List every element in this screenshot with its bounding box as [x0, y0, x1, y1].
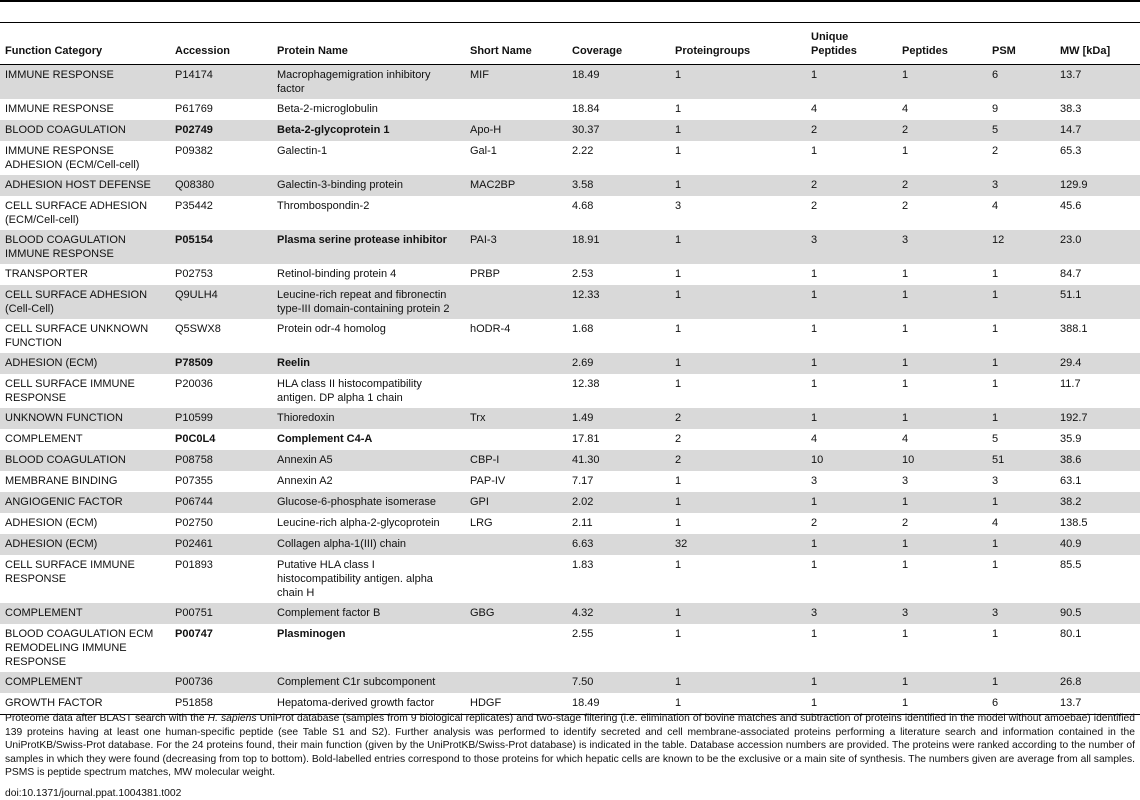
cell-peptides: 4: [897, 429, 987, 450]
cell-peptides: 1: [897, 285, 987, 319]
cell-proteingroups: 1: [670, 693, 806, 715]
cell-proteingroups: 1: [670, 175, 806, 196]
cell-coverage: 2.11: [567, 513, 670, 534]
cell-function-category: ADHESION HOST DEFENSE: [0, 175, 170, 196]
cell-unique-peptides: 2: [806, 513, 897, 534]
cell-accession: P02750: [170, 513, 272, 534]
cell-accession: P02753: [170, 264, 272, 285]
cell-coverage: 1.83: [567, 555, 670, 603]
cell-function-category: BLOOD COAGULATION: [0, 450, 170, 471]
cell-mw: 11.7: [1055, 374, 1140, 408]
cell-short-name: [465, 285, 567, 319]
cell-protein-name: Hepatoma-derived growth factor: [272, 693, 465, 715]
cell-peptides: 1: [897, 65, 987, 100]
cell-proteingroups: 1: [670, 230, 806, 264]
cell-short-name: [465, 99, 567, 120]
col-protein-name: Protein Name: [272, 23, 465, 65]
cell-mw: 51.1: [1055, 285, 1140, 319]
cell-accession: P08758: [170, 450, 272, 471]
cell-protein-name: Galectin-3-binding protein: [272, 175, 465, 196]
cell-psm: 3: [987, 471, 1055, 492]
cell-accession: P10599: [170, 408, 272, 429]
cell-psm: 4: [987, 513, 1055, 534]
cell-accession: P61769: [170, 99, 272, 120]
cell-proteingroups: 1: [670, 65, 806, 100]
cell-unique-peptides: 3: [806, 471, 897, 492]
col-function-category: Function Category: [0, 23, 170, 65]
cell-psm: 5: [987, 429, 1055, 450]
cell-protein-name: Complement C1r subcomponent: [272, 672, 465, 693]
cell-accession: Q9ULH4: [170, 285, 272, 319]
cell-short-name: CBP-I: [465, 450, 567, 471]
table-row: [0, 230, 1140, 264]
cell-mw: 26.8: [1055, 672, 1140, 693]
cell-psm: 1: [987, 624, 1055, 672]
cell-function-category: UNKNOWN FUNCTION: [0, 408, 170, 429]
cell-accession: P00736: [170, 672, 272, 693]
cell-psm: 51: [987, 450, 1055, 471]
cell-psm: 1: [987, 408, 1055, 429]
cell-protein-name: Thioredoxin: [272, 408, 465, 429]
table-row: [0, 450, 1140, 471]
cell-function-category: CELL SURFACE IMMUNE RESPONSE: [0, 374, 170, 408]
cell-unique-peptides: 1: [806, 319, 897, 353]
cell-proteingroups: 1: [670, 513, 806, 534]
cell-peptides: 1: [897, 693, 987, 715]
cell-accession: P02461: [170, 534, 272, 555]
cell-protein-name: Macrophagemigration inhibitory factor: [272, 65, 465, 100]
cell-function-category: CELL SURFACE IMMUNE RESPONSE: [0, 555, 170, 603]
cell-unique-peptides: 2: [806, 196, 897, 230]
top-rule: [0, 0, 1140, 2]
cell-function-category: CELL SURFACE UNKNOWN FUNCTION: [0, 319, 170, 353]
table-row: [0, 408, 1140, 429]
caption-part2: UniProt database (samples from 9 biological replicates) and two-stage filtering (i.e. elimination of bovine matches and subtraction of proteins identified in the model without amoebae) identified 139 proteins having at least one human-specific peptide (see Table S1 and S2). Further analysis was performed to identify secreted and cell membrane-associated proteins performing a literature search and information contained in the UniProtKB/Swiss-Prot database. For the 24 proteins found, their main function (given by the UniProtKB/Swiss-Prot database) is indicated in the table. Database accession numbers are provided. The proteins were ranked according to the number of samples in which they were found (decreasing from top to bottom). Bold-labelled entries correspond to those proteins for which hepatic cells are known to be the exclusive or a main site of synthesis. The numbers given are average from all samples. PSMS is peptide spectrum matches, MW molecular weight.: [5, 713, 1136, 779]
table-row: [0, 603, 1140, 624]
cell-protein-name: Complement factor B: [272, 603, 465, 624]
cell-peptides: 1: [897, 672, 987, 693]
cell-coverage: 2.55: [567, 624, 670, 672]
cell-function-category: ADHESION (ECM): [0, 534, 170, 555]
cell-accession: P20036: [170, 374, 272, 408]
cell-coverage: 4.68: [567, 196, 670, 230]
cell-accession: P35442: [170, 196, 272, 230]
col-unique-peptides: Unique Peptides: [806, 23, 897, 65]
table-row: [0, 374, 1140, 408]
cell-proteingroups: 1: [670, 374, 806, 408]
cell-short-name: GPI: [465, 492, 567, 513]
cell-peptides: 1: [897, 492, 987, 513]
cell-function-category: ADHESION (ECM): [0, 353, 170, 374]
cell-unique-peptides: 1: [806, 555, 897, 603]
table-row: [0, 534, 1140, 555]
cell-psm: 1: [987, 353, 1055, 374]
cell-proteingroups: 1: [670, 353, 806, 374]
cell-coverage: 6.63: [567, 534, 670, 555]
cell-proteingroups: 32: [670, 534, 806, 555]
cell-coverage: 4.32: [567, 603, 670, 624]
cell-accession: P02749: [170, 120, 272, 141]
cell-coverage: 2.69: [567, 353, 670, 374]
cell-short-name: [465, 374, 567, 408]
cell-unique-peptides: 1: [806, 693, 897, 715]
cell-short-name: [465, 672, 567, 693]
cell-psm: 6: [987, 65, 1055, 100]
cell-proteingroups: 2: [670, 408, 806, 429]
caption-species: H. sapiens: [207, 713, 257, 724]
cell-psm: 1: [987, 492, 1055, 513]
cell-function-category: COMPLEMENT: [0, 429, 170, 450]
cell-coverage: 12.38: [567, 374, 670, 408]
cell-coverage: 30.37: [567, 120, 670, 141]
cell-mw: 38.6: [1055, 450, 1140, 471]
table-caption: [5, 712, 1135, 780]
cell-protein-name: Beta-2-microglobulin: [272, 99, 465, 120]
cell-short-name: GBG: [465, 603, 567, 624]
cell-function-category: COMPLEMENT: [0, 672, 170, 693]
cell-unique-peptides: 1: [806, 65, 897, 100]
cell-coverage: 18.84: [567, 99, 670, 120]
cell-accession: P07355: [170, 471, 272, 492]
cell-proteingroups: 1: [670, 285, 806, 319]
cell-unique-peptides: 1: [806, 408, 897, 429]
cell-accession: P0C0L4: [170, 429, 272, 450]
cell-unique-peptides: 1: [806, 141, 897, 175]
cell-protein-name: Putative HLA class I histocompatibility antigen. alpha chain H: [272, 555, 465, 603]
cell-function-category: CELL SURFACE ADHESION (ECM/Cell-cell): [0, 196, 170, 230]
cell-short-name: [465, 196, 567, 230]
cell-peptides: 1: [897, 624, 987, 672]
cell-peptides: 1: [897, 408, 987, 429]
cell-accession: P09382: [170, 141, 272, 175]
cell-peptides: 3: [897, 603, 987, 624]
cell-coverage: 2.02: [567, 492, 670, 513]
cell-coverage: 3.58: [567, 175, 670, 196]
cell-short-name: Trx: [465, 408, 567, 429]
protein-table: [0, 23, 1140, 715]
col-mw: MW [kDa]: [1055, 23, 1140, 65]
cell-proteingroups: 1: [670, 603, 806, 624]
cell-psm: 4: [987, 196, 1055, 230]
table-row: [0, 319, 1140, 353]
cell-coverage: 17.81: [567, 429, 670, 450]
cell-function-category: IMMUNE RESPONSE: [0, 65, 170, 100]
cell-short-name: MAC2BP: [465, 175, 567, 196]
cell-peptides: 1: [897, 555, 987, 603]
table-row: [0, 492, 1140, 513]
col-proteingroups: Proteingroups: [670, 23, 806, 65]
cell-protein-name: Leucine-rich repeat and fibronectin type-III domain-containing protein 2: [272, 285, 465, 319]
cell-accession: P05154: [170, 230, 272, 264]
cell-proteingroups: 1: [670, 492, 806, 513]
cell-mw: 23.0: [1055, 230, 1140, 264]
cell-mw: 84.7: [1055, 264, 1140, 285]
doi-line: doi:10.1371/journal.ppat.1004381.t002: [5, 788, 182, 799]
cell-function-category: CELL SURFACE ADHESION (Cell-Cell): [0, 285, 170, 319]
cell-psm: 1: [987, 534, 1055, 555]
cell-mw: 192.7: [1055, 408, 1140, 429]
cell-function-category: COMPLEMENT: [0, 603, 170, 624]
table-row: [0, 624, 1140, 672]
cell-unique-peptides: 3: [806, 230, 897, 264]
cell-peptides: 1: [897, 319, 987, 353]
cell-unique-peptides: 1: [806, 624, 897, 672]
cell-accession: Q08380: [170, 175, 272, 196]
cell-function-category: IMMUNE RESPONSE ADHESION (ECM/Cell-cell): [0, 141, 170, 175]
cell-protein-name: Collagen alpha-1(III) chain: [272, 534, 465, 555]
cell-proteingroups: 1: [670, 319, 806, 353]
cell-protein-name: Retinol-binding protein 4: [272, 264, 465, 285]
cell-coverage: 41.30: [567, 450, 670, 471]
cell-accession: P01893: [170, 555, 272, 603]
col-psm: PSM: [987, 23, 1055, 65]
cell-mw: 65.3: [1055, 141, 1140, 175]
cell-unique-peptides: 1: [806, 672, 897, 693]
cell-peptides: 3: [897, 230, 987, 264]
cell-short-name: LRG: [465, 513, 567, 534]
cell-mw: 85.5: [1055, 555, 1140, 603]
cell-proteingroups: 1: [670, 471, 806, 492]
cell-unique-peptides: 1: [806, 374, 897, 408]
cell-peptides: 2: [897, 120, 987, 141]
cell-mw: 14.7: [1055, 120, 1140, 141]
cell-short-name: PAI-3: [465, 230, 567, 264]
cell-short-name: [465, 555, 567, 603]
cell-protein-name: Beta-2-glycoprotein 1: [272, 120, 465, 141]
cell-accession: P78509: [170, 353, 272, 374]
cell-proteingroups: 1: [670, 624, 806, 672]
cell-mw: 388.1: [1055, 319, 1140, 353]
cell-proteingroups: 1: [670, 141, 806, 175]
cell-accession: P00747: [170, 624, 272, 672]
cell-accession: P00751: [170, 603, 272, 624]
cell-psm: 5: [987, 120, 1055, 141]
cell-short-name: [465, 624, 567, 672]
cell-proteingroups: 1: [670, 264, 806, 285]
cell-psm: 3: [987, 175, 1055, 196]
cell-function-category: ANGIOGENIC FACTOR: [0, 492, 170, 513]
cell-unique-peptides: 10: [806, 450, 897, 471]
header-row: [0, 23, 1140, 65]
cell-mw: 35.9: [1055, 429, 1140, 450]
cell-proteingroups: 3: [670, 196, 806, 230]
table-row: [0, 429, 1140, 450]
cell-function-category: GROWTH FACTOR: [0, 693, 170, 715]
cell-accession: P14174: [170, 65, 272, 100]
cell-peptides: 2: [897, 175, 987, 196]
cell-unique-peptides: 2: [806, 120, 897, 141]
cell-mw: 45.6: [1055, 196, 1140, 230]
cell-protein-name: Leucine-rich alpha-2-glycoprotein: [272, 513, 465, 534]
cell-short-name: HDGF: [465, 693, 567, 715]
cell-peptides: 1: [897, 534, 987, 555]
table-row: [0, 196, 1140, 230]
cell-mw: 40.9: [1055, 534, 1140, 555]
table-row: [0, 99, 1140, 120]
cell-short-name: PRBP: [465, 264, 567, 285]
cell-peptides: 1: [897, 374, 987, 408]
cell-accession: Q5SWX8: [170, 319, 272, 353]
table-row: [0, 264, 1140, 285]
cell-unique-peptides: 1: [806, 285, 897, 319]
cell-psm: 3: [987, 603, 1055, 624]
cell-unique-peptides: 1: [806, 264, 897, 285]
cell-mw: 38.3: [1055, 99, 1140, 120]
table-row: [0, 65, 1140, 100]
cell-peptides: 4: [897, 99, 987, 120]
cell-accession: P06744: [170, 492, 272, 513]
cell-mw: 129.9: [1055, 175, 1140, 196]
cell-unique-peptides: 4: [806, 429, 897, 450]
cell-peptides: 2: [897, 196, 987, 230]
table-body: [0, 65, 1140, 715]
cell-function-category: BLOOD COAGULATION ECM REMODELING IMMUNE RESPONSE: [0, 624, 170, 672]
table-row: [0, 141, 1140, 175]
cell-peptides: 10: [897, 450, 987, 471]
cell-protein-name: Reelin: [272, 353, 465, 374]
cell-short-name: Apo-H: [465, 120, 567, 141]
cell-mw: 29.4: [1055, 353, 1140, 374]
cell-coverage: 2.53: [567, 264, 670, 285]
cell-accession: P51858: [170, 693, 272, 715]
cell-coverage: 1.49: [567, 408, 670, 429]
cell-coverage: 18.91: [567, 230, 670, 264]
cell-peptides: 2: [897, 513, 987, 534]
table-row: [0, 175, 1140, 196]
cell-coverage: 12.33: [567, 285, 670, 319]
cell-mw: 80.1: [1055, 624, 1140, 672]
cell-proteingroups: 2: [670, 450, 806, 471]
table-row: [0, 471, 1140, 492]
cell-unique-peptides: 2: [806, 175, 897, 196]
cell-mw: 138.5: [1055, 513, 1140, 534]
cell-peptides: 1: [897, 353, 987, 374]
cell-psm: 1: [987, 555, 1055, 603]
cell-function-category: TRANSPORTER: [0, 264, 170, 285]
cell-protein-name: Annexin A5: [272, 450, 465, 471]
cell-coverage: 1.68: [567, 319, 670, 353]
cell-unique-peptides: 1: [806, 492, 897, 513]
cell-protein-name: Thrombospondin-2: [272, 196, 465, 230]
cell-protein-name: Plasminogen: [272, 624, 465, 672]
table-row: [0, 353, 1140, 374]
cell-proteingroups: 2: [670, 429, 806, 450]
table-row: [0, 513, 1140, 534]
cell-psm: 12: [987, 230, 1055, 264]
cell-short-name: [465, 353, 567, 374]
table-row: [0, 555, 1140, 603]
cell-short-name: PAP-IV: [465, 471, 567, 492]
cell-psm: 1: [987, 264, 1055, 285]
cell-psm: 6: [987, 693, 1055, 715]
cell-unique-peptides: 1: [806, 534, 897, 555]
cell-psm: 2: [987, 141, 1055, 175]
cell-coverage: 7.50: [567, 672, 670, 693]
cell-short-name: MIF: [465, 65, 567, 100]
cell-coverage: 2.22: [567, 141, 670, 175]
cell-psm: 1: [987, 672, 1055, 693]
cell-psm: 1: [987, 374, 1055, 408]
cell-function-category: BLOOD COAGULATION IMMUNE RESPONSE: [0, 230, 170, 264]
cell-protein-name: Plasma serine protease inhibitor: [272, 230, 465, 264]
cell-coverage: 18.49: [567, 65, 670, 100]
col-short-name: Short Name: [465, 23, 567, 65]
cell-psm: 1: [987, 319, 1055, 353]
cell-short-name: Gal-1: [465, 141, 567, 175]
table-row: [0, 120, 1140, 141]
cell-protein-name: Glucose-6-phosphate isomerase: [272, 492, 465, 513]
cell-mw: 63.1: [1055, 471, 1140, 492]
cell-function-category: ADHESION (ECM): [0, 513, 170, 534]
cell-short-name: [465, 429, 567, 450]
cell-protein-name: Annexin A2: [272, 471, 465, 492]
cell-function-category: MEMBRANE BINDING: [0, 471, 170, 492]
col-peptides: Peptides: [897, 23, 987, 65]
cell-protein-name: HLA class II histocompatibility antigen. DP alpha 1 chain: [272, 374, 465, 408]
cell-proteingroups: 1: [670, 555, 806, 603]
cell-mw: 13.7: [1055, 65, 1140, 100]
cell-short-name: hODR-4: [465, 319, 567, 353]
cell-function-category: IMMUNE RESPONSE: [0, 99, 170, 120]
cell-peptides: 1: [897, 141, 987, 175]
cell-unique-peptides: 3: [806, 603, 897, 624]
table-row: [0, 285, 1140, 319]
cell-protein-name: Complement C4-A: [272, 429, 465, 450]
cell-coverage: 7.17: [567, 471, 670, 492]
col-coverage: Coverage: [567, 23, 670, 65]
cell-mw: 38.2: [1055, 492, 1140, 513]
cell-unique-peptides: 1: [806, 353, 897, 374]
cell-mw: 90.5: [1055, 603, 1140, 624]
cell-protein-name: Galectin-1: [272, 141, 465, 175]
cell-mw: 13.7: [1055, 693, 1140, 715]
cell-peptides: 3: [897, 471, 987, 492]
cell-proteingroups: 1: [670, 120, 806, 141]
cell-proteingroups: 1: [670, 672, 806, 693]
cell-peptides: 1: [897, 264, 987, 285]
caption-part1: Proteome data after BLAST search with the: [5, 713, 208, 724]
col-accession: Accession: [170, 23, 272, 65]
table-row: [0, 672, 1140, 693]
cell-psm: 9: [987, 99, 1055, 120]
cell-psm: 1: [987, 285, 1055, 319]
cell-short-name: [465, 534, 567, 555]
cell-unique-peptides: 4: [806, 99, 897, 120]
cell-coverage: 18.49: [567, 693, 670, 715]
cell-proteingroups: 1: [670, 99, 806, 120]
cell-function-category: BLOOD COAGULATION: [0, 120, 170, 141]
cell-protein-name: Protein odr-4 homolog: [272, 319, 465, 353]
